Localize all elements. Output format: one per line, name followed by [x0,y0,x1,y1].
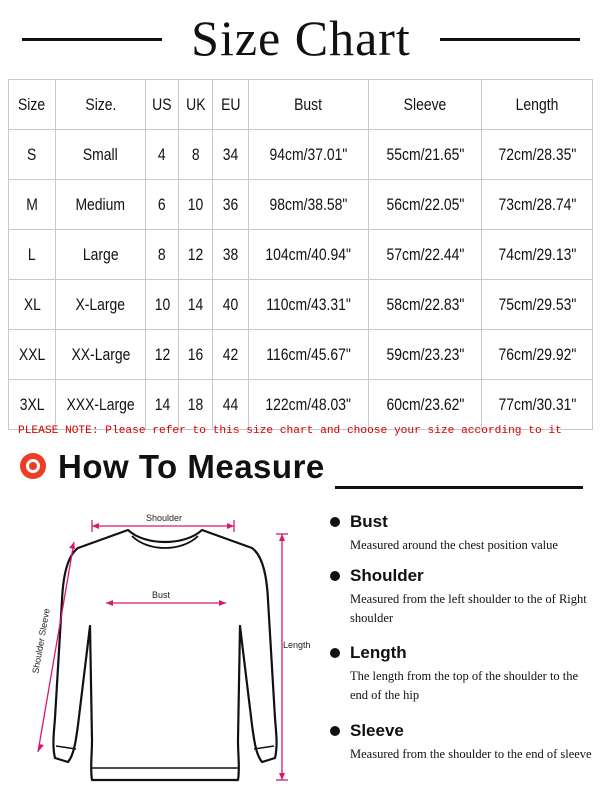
title-rule-left [22,38,162,41]
table-row [9,280,593,330]
table-cell: M [9,180,56,230]
table-header-cell: Sleeve [369,80,482,130]
table-cell: 57cm/22.44" [369,230,482,280]
table-header-cell: US [146,80,179,130]
measure-item-sleeve [330,721,595,764]
table-header-row [9,80,593,130]
table-header-cell: EU [213,80,249,130]
table-cell: 60cm/23.62" [369,380,482,430]
table-cell: XXL [9,330,56,380]
table-header-cell: UK [179,80,213,130]
table-cell: XL [9,280,56,330]
measure-name: Length [330,643,595,663]
table-cell: 56cm/22.05" [369,180,482,230]
measure-description: Measured around the chest position value [350,538,558,552]
sweater-icon [20,500,320,795]
table-cell: 36 [213,180,249,230]
table-cell: 16 [179,330,213,380]
table-cell: 58cm/22.83" [369,280,482,330]
table-cell: 8 [179,130,213,180]
table-cell: 122cm/48.03" [249,380,369,430]
table-cell: 14 [179,280,213,330]
table-cell: X-Large [56,280,146,330]
table-cell: 4 [146,130,179,180]
table-cell: 72cm/28.35" [482,130,593,180]
table-cell: Small [56,130,146,180]
measure-description: Measured from the shoulder to the end of sleeve [350,747,592,761]
table-cell: L [9,230,56,280]
table-cell: 42 [213,330,249,380]
table-cell: XXX-Large [56,380,146,430]
table-cell: 77cm/30.31" [482,380,593,430]
table-row [9,380,593,430]
table-cell: 116cm/45.67" [249,330,369,380]
table-cell: 6 [146,180,179,230]
table-cell: 38 [213,230,249,280]
table-cell: 94cm/37.01" [249,130,369,180]
table-cell: 8 [146,230,179,280]
table-cell: 10 [179,180,213,230]
measure-description: Measured from the left shoulder to the of Right shoulder [350,592,587,625]
measure-item-bust [330,512,595,555]
table-cell: 12 [179,230,213,280]
measure-name: Sleeve [330,721,595,741]
page-title: Size Chart [191,10,411,66]
table-cell: 44 [213,380,249,430]
table-cell: 34 [213,130,249,180]
table-row [9,330,593,380]
table-cell: 110cm/43.31" [249,280,369,330]
sweater-diagram [20,500,320,795]
table-cell: S [9,130,56,180]
table-cell: 14 [146,380,179,430]
table-cell: Large [56,230,146,280]
target-icon [20,453,46,479]
table-cell: 10 [146,280,179,330]
how-to-measure-title: How To Measure [58,448,325,485]
measure-item-length [330,643,595,705]
table-cell: Medium [56,180,146,230]
table-cell: 104cm/40.94" [249,230,369,280]
measure-description: The length from the top of the shoulder to the end of the hip [350,669,579,702]
measure-name: Bust [330,512,595,532]
table-cell: 75cm/29.53" [482,280,593,330]
measure-item-shoulder [330,566,595,628]
table-cell: 12 [146,330,179,380]
table-cell: 59cm/23.23" [369,330,482,380]
diagram-label-bust: Bust [152,590,171,600]
table-header-cell: Size. [56,80,146,130]
title-banner [0,0,600,78]
table-cell: 73cm/28.74" [482,180,593,230]
measure-name: Shoulder [330,566,595,586]
table-cell: 18 [179,380,213,430]
table-row [9,180,593,230]
table-cell: 3XL [9,380,56,430]
table-cell: 76cm/29.92" [482,330,593,380]
table-header-cell: Length [482,80,593,130]
table-cell: 55cm/21.65" [369,130,482,180]
table-row [9,230,593,280]
how-to-measure-rule [335,486,583,489]
diagram-label-length: Length [283,640,311,650]
table-cell: 74cm/29.13" [482,230,593,280]
table-cell: XX-Large [56,330,146,380]
diagram-label-shoulder-sleeve: Shoulder Sleeve [30,607,52,675]
size-note: PLEASE NOTE: Please refer to this size chart and choose your size according to it [18,425,562,437]
diagram-label-shoulder: Shoulder [146,513,183,523]
table-header-cell: Size [9,80,56,130]
table-cell: 40 [213,280,249,330]
title-rule-right [440,38,580,41]
table-header-cell: Bust [249,80,369,130]
table-cell: 98cm/38.58" [249,180,369,230]
size-chart-table [8,79,593,430]
table-row [9,130,593,180]
